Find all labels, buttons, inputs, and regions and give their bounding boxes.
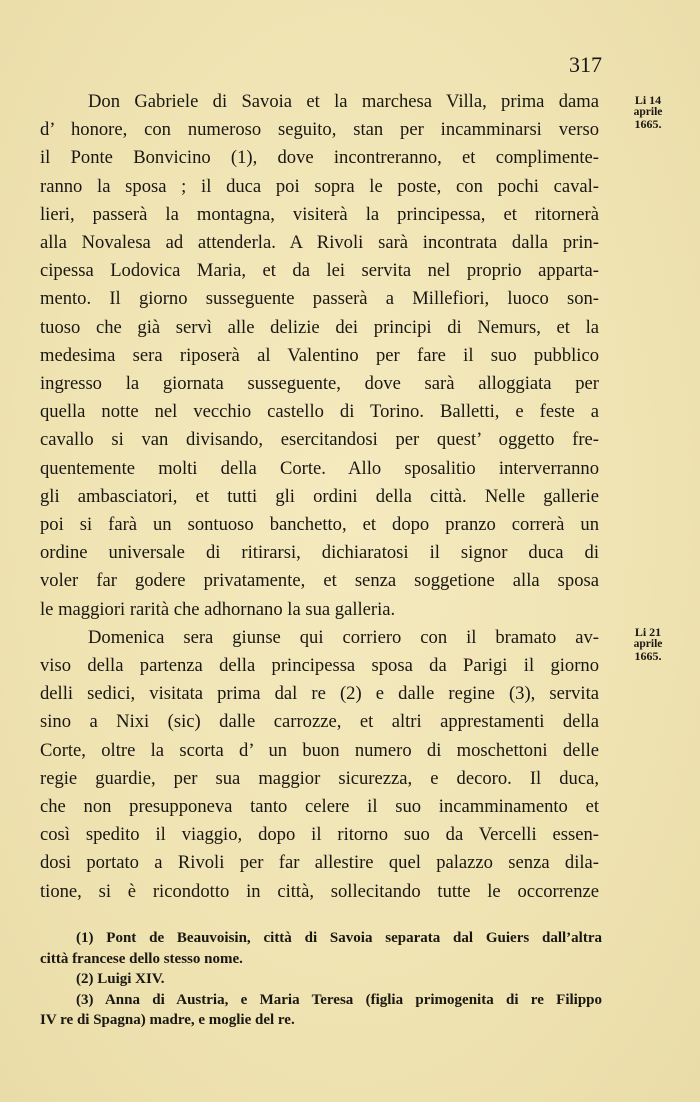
text-line: così spedito il viaggio, dopo il ritorno suo da Vercelli essen- (40, 824, 599, 846)
margin-note-month: aprile (633, 106, 663, 118)
text-line: poi si farà un sontuoso banchetto, et dopo pranzo correrà un (40, 514, 599, 536)
margin-note-day: Li 21 (634, 625, 662, 639)
text-line: cipessa Lodovica Maria, et da lei servita nel proprio apparta- (40, 260, 599, 282)
text-line: quentemente molti della Corte. Allo sposalitio interverranno (40, 457, 599, 479)
text-line: viso della partenza della principessa sposa da Parigi il giorno (40, 655, 599, 677)
text-line: lieri, passerà la montagna, visiterà la principessa, et ritornerà (40, 203, 599, 225)
text-line: che non presupponeva tanto celere il suo incamminamento et (40, 796, 599, 818)
margin-note-date (618, 626, 678, 662)
text-line: medesima sera riposerà al Valentino per fare il suo pubblico (40, 344, 599, 366)
footnote-line: (1) Pont de Beauvoisin, città di Savoia separata dal Guiers dall’altra (76, 930, 602, 946)
text-line: cavallo si van divisando, esercitandosi per quest’ oggetto fre- (40, 429, 599, 451)
text-line: alla Novalesa ad attenderla. A Rivoli sarà incontrata dalla prin- (40, 232, 599, 254)
text-line: sino a Nixi (sic) dalle carrozze, et altri apprestamenti della (40, 711, 599, 733)
text-line: quella notte nel vecchio castello di Torino. Balletti, e feste a (40, 401, 599, 423)
text-line: voler far godere privatamente, et senza soggetione alla sposa (40, 570, 599, 592)
footnote-line: IV re di Spagna) madre, e moglie del re. (40, 1012, 295, 1029)
text-line: ingresso la giornata susseguente, dove sarà alloggiata per (40, 373, 599, 395)
text-line: ranno la sposa ; il duca poi sopra le poste, con pochi caval- (40, 175, 599, 197)
text-line: mento. Il giorno susseguente passerà a Millefiori, luoco son- (40, 288, 599, 310)
text-line: ordine universale di ritirarsi, dichiaratosi il signor duca di (40, 542, 599, 564)
page-number: 317 (569, 52, 602, 77)
text-line: regie guardie, per sua maggior sicurezza, e decoro. Il duca, (40, 767, 599, 789)
margin-note-month: aprile (633, 638, 663, 650)
footnote-line: città francese dello stesso nome. (40, 950, 243, 967)
margin-note-year: 1665. (634, 649, 662, 663)
text-line: delli sedici, visitata prima dal re (2) e dalle regine (3), servita (40, 683, 599, 705)
footnotes (40, 928, 602, 1031)
footnote-line: (3) Anna di Austria, e Maria Teresa (figlia primogenita di re Filippo (76, 991, 602, 1008)
text-line: tione, si è ricondotto in città, sollecitando tutte le occorrenze (40, 880, 599, 902)
text-line: Corte, oltre la scorta d’ un buon numero di moschettoni delle (40, 739, 599, 761)
footnote-line: (2) Luigi XIV. (76, 971, 165, 988)
margin-note-day: Li 14 (634, 93, 662, 107)
text-line: Don Gabriele di Savoia et la marchesa Villa, prima dama (88, 91, 599, 112)
text-line: gli ambasciatori, et tutti gli ordini della città. Nelle gallerie (40, 485, 599, 507)
text-line: d’ honore, con numeroso seguito, stan per incamminarsi verso (40, 119, 599, 141)
margin-note-date (618, 94, 678, 130)
text-line: Domenica sera giunse qui corriero con il bramato av- (88, 626, 599, 648)
text-line: tuoso che già servì alle delizie dei principi di Nemurs, et la (40, 316, 599, 338)
margin-note-year: 1665. (634, 117, 662, 131)
text-line: le maggiori rarità che adhornano la sua galleria. (40, 598, 396, 620)
body-text (40, 88, 599, 906)
text-line: il Ponte Bonvicino (1), dove incontreranno, et complimente- (40, 147, 599, 169)
text-line: dosi portato a Rivoli per far allestire quel palazzo senza dila- (40, 852, 599, 874)
